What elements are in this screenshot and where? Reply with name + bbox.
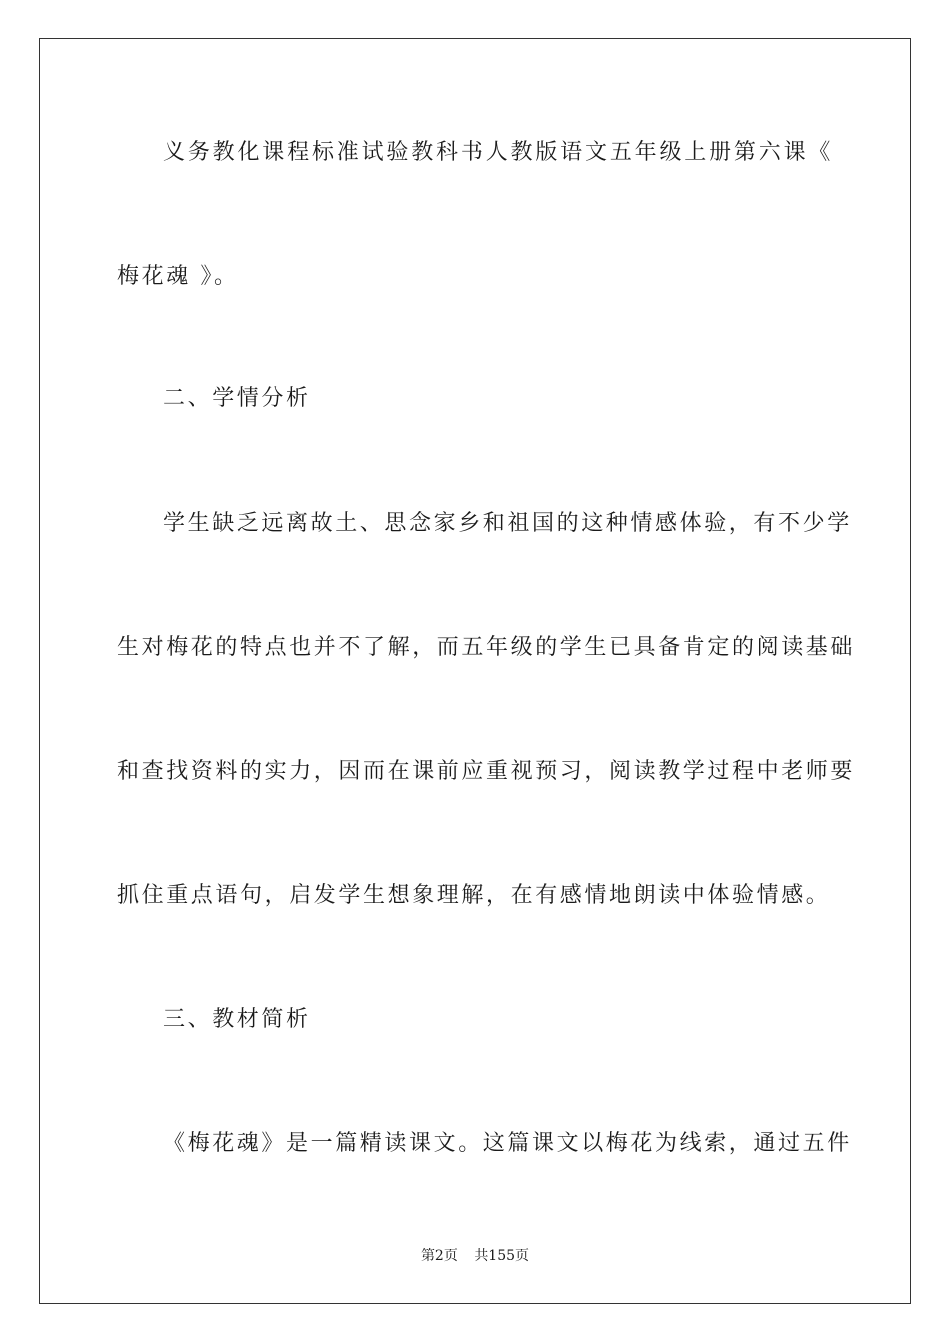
page-footer [0, 1246, 950, 1266]
paragraph-line: 抓住重点语句，启发学生想象理解，在有感情地朗读中体验情感。 [117, 883, 831, 908]
paragraph-line: 《梅花魂》是一篇精读课文。这篇课文以梅花为线索，通过五件 [163, 1131, 852, 1156]
page-number-current: 第2页 [420, 1248, 458, 1264]
section-heading-textbook-analysis: 三、教材简析 [163, 1007, 311, 1032]
paragraph-line: 生对梅花的特点也并不了解，而五年级的学生已具备肯定的阅读基础 [117, 635, 856, 660]
paragraph-line: 学生缺乏远离故土、思念家乡和祖国的这种情感体验，有不少学 [163, 511, 852, 536]
intro-line-2: 梅花魂 》。 [117, 264, 239, 289]
page-frame [39, 38, 911, 1304]
intro-line-1: 义务教化课程标准试验教科书人教版语文五年级上册第六课《 [163, 140, 833, 165]
section-heading-learning-analysis: 二、学情分析 [163, 386, 311, 411]
page-number-total: 共155页 [474, 1248, 530, 1264]
paragraph-line: 和查找资料的实力，因而在课前应重视预习，阅读教学过程中老师要 [117, 759, 856, 784]
